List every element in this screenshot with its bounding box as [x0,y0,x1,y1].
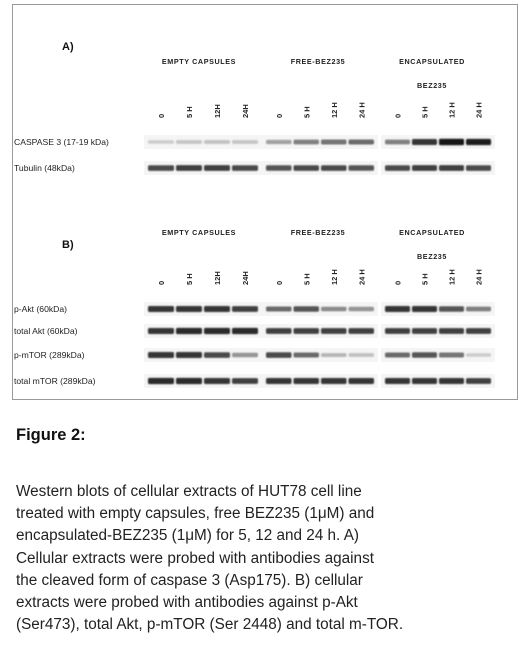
blot-band [466,353,491,357]
row-label: Tubulin (48kDa) [14,163,75,173]
caption-line: encapsulated-BEZ235 (1μM) for 5, 12 and 24 h. A) [16,527,359,545]
group-title: FREE-BEZ235 [290,57,346,66]
panel-label: B) [62,239,74,251]
blot-band [385,306,410,312]
caption-line: Western blots of cellular extracts of HUT78 cell line [16,483,362,500]
lane-label: 12H [213,271,222,285]
blot-band [385,140,410,145]
blot-band [148,306,174,312]
row-label: p-mTOR (289kDa) [14,350,85,360]
blot-band [204,140,230,144]
lane-label: 12 H [329,102,339,118]
blot-band [176,328,202,334]
blot-band [294,328,320,334]
blot-band [232,353,258,357]
blot-band [439,328,464,334]
blot-band [439,165,464,171]
blot-band [439,139,464,146]
row-label: p-Akt (60kDa) [14,304,68,314]
blot-band [385,378,410,384]
lane-label: 12H [213,104,222,118]
lane-label: 0 [157,280,166,285]
blot-band [439,353,464,358]
caption-line: (Ser473), total Akt, p-mTOR (Ser 2448) and total m-TOR. [16,616,404,634]
blot-band [294,140,320,145]
blot-band [412,165,437,171]
blot-band [321,165,347,171]
lane-label: 12 H [447,102,457,118]
lane-label: 5 H [420,106,430,118]
blot-band [349,328,375,334]
lane-label: 0 [393,280,403,285]
blot-band [412,306,437,312]
panel-label: A) [62,41,74,53]
blot-band [176,352,202,358]
blot-band [148,328,174,334]
blot-band [294,378,320,384]
row-label: total Akt (60kDa) [14,326,78,336]
blot-band [412,378,437,384]
blot-band [232,165,258,171]
blot-band [321,140,347,145]
lane-label: 24 H [357,102,367,118]
lane-label: 24 H [357,269,367,285]
figure-caption-body [16,481,516,636]
lane-label: 0 [274,280,284,285]
group-title: EMPTY CAPSULES [161,228,237,237]
blot-band [349,378,375,384]
blot-band [232,140,258,144]
group-title: BEZ235 [417,252,447,261]
blot-band [204,328,230,334]
blot-band [294,306,320,311]
row-label: CASPASE 3 (17-19 kDa) [14,137,109,147]
group-title: ENCAPSULATED [399,228,465,237]
row-label: total mTOR (289kDa) [14,376,96,386]
blot-band [385,165,410,171]
figure-caption-heading: Figure 2: [16,426,86,444]
blot-band [204,306,230,312]
blot-band [412,139,437,145]
blot-band [321,328,347,334]
lane-label: 5 H [420,273,430,285]
caption-line: extracts were probed with antibodies against p-Akt [16,594,358,612]
caption-line: Cellular extracts were probed with antibodies against [16,549,374,567]
blot-band [385,352,410,357]
lane-label: 0 [393,113,403,118]
lane-label: 24 H [474,102,484,118]
blot-band [294,352,320,357]
blot-band [232,306,258,312]
blot-band [148,378,174,384]
lane-label: 24H [241,104,250,118]
blot-band [232,378,258,384]
blot-band [466,307,491,312]
blot-band [266,328,292,334]
blot-band [176,140,202,144]
blot-band [204,165,230,171]
blot-band [412,328,437,334]
blot-band [148,352,174,358]
blot-band [349,307,375,311]
blot-band [349,165,375,170]
caption-line: treated with empty capsules, free BEZ235 (1μM) and [16,505,375,523]
lane-label: 0 [274,113,284,118]
blot-band [232,328,258,334]
blot-band [266,378,292,384]
blot-band [439,306,464,311]
blot-band [349,353,375,357]
group-title: EMPTY CAPSULES [161,57,237,66]
blot-band [321,378,347,384]
lane-label: 12 H [329,269,339,285]
group-title: ENCAPSULATED [399,57,465,66]
blot-band [204,352,230,358]
lane-label: 5 H [185,273,194,285]
group-title: FREE-BEZ235 [290,228,346,237]
blot-band [148,165,174,171]
blot-band [466,139,491,145]
blot-band [321,353,347,357]
blot-band [466,328,491,334]
blot-band [176,378,202,384]
blot-band [148,140,174,144]
lane-label: 0 [157,113,166,118]
blot-band [385,328,410,334]
blot-band [349,139,375,144]
lane-label: 5 H [302,273,312,285]
blot-band [294,165,320,171]
lane-label: 5 H [185,106,194,118]
lane-label: 24 H [474,269,484,285]
lane-label: 24H [241,271,250,285]
blot-band [439,378,464,384]
blot-band [176,165,202,171]
blot-band [266,140,292,144]
blot-band [466,378,491,384]
lane-label: 12 H [447,269,457,285]
blot-band [266,352,292,358]
lane-label: 5 H [302,106,312,118]
caption-line: the cleaved form of caspase 3 (Asp175). B) cellular [16,571,363,589]
group-title: BEZ235 [417,81,447,90]
blot-band [466,165,491,171]
blot-band [321,307,347,312]
blot-band [204,378,230,384]
blot-band [176,306,202,312]
blot-band [412,352,437,357]
blot-band [266,165,292,170]
blot-band [266,306,292,311]
